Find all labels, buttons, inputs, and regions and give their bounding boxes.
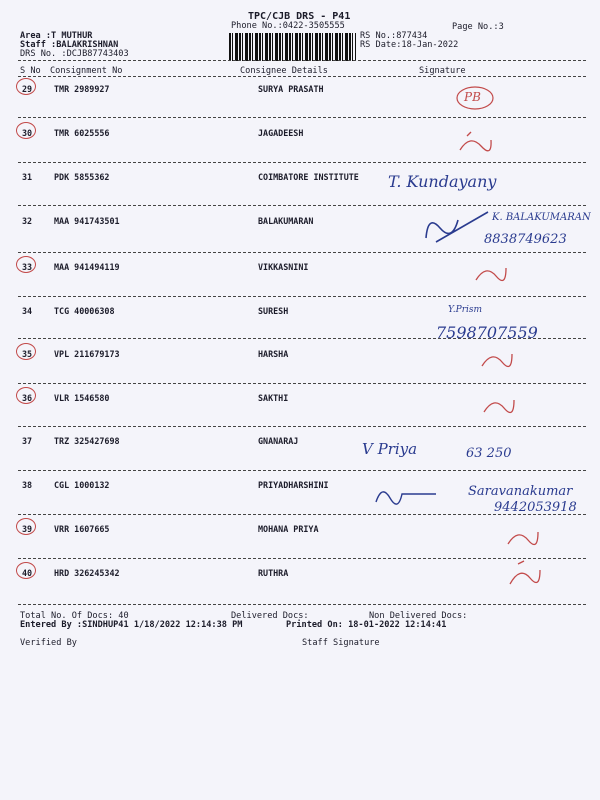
col-consignment: Consignment No (50, 66, 123, 76)
red-signature-mark (476, 346, 516, 376)
rs-number: RS No.:877434 (360, 31, 428, 41)
row-divider (18, 470, 586, 471)
col-sno: S No (20, 66, 41, 76)
row-divider (18, 426, 586, 427)
red-signature-mark (502, 524, 542, 554)
row-consignee: VIKKASNINI (258, 262, 309, 272)
signature-text: T. Kundayany (388, 172, 497, 191)
red-signature-mark (455, 130, 495, 160)
row-divider (18, 252, 586, 253)
area-label: Area :T MUTHUR (20, 31, 93, 41)
drs-number: DRS No. :DCJB87743403 (20, 49, 129, 59)
table-row (0, 172, 600, 212)
row-consignee: SURYA PRASATH (258, 84, 324, 94)
row-consignee: SAKTHI (258, 393, 289, 403)
row-sno: 31 (22, 172, 33, 182)
signature-text: K. BALAKUMARAN (492, 212, 591, 223)
barcode (229, 33, 356, 61)
row-consignee: MOHANA PRIYA (258, 524, 319, 534)
table-row (0, 84, 600, 124)
signature-text: 63 250 (466, 446, 512, 461)
total-docs: Total No. Of Docs: 40 (20, 611, 129, 621)
row-consignment: TRZ 325427698 (54, 436, 120, 446)
signature-phone: 8838749623 (484, 232, 567, 247)
row-consignee: HARSHA (258, 349, 289, 359)
row-consignment: MAA 941743501 (54, 216, 120, 226)
row-consignee: BALAKUMARAN (258, 216, 314, 226)
row-consignee: RUTHRA (258, 568, 289, 578)
row-sno: 38 (22, 480, 33, 490)
col-signature: Signature (419, 66, 466, 76)
row-consignment: TMR 2989927 (54, 84, 110, 94)
col-consignee: Consignee Details (240, 66, 328, 76)
entered-by: Entered By :SINDHUP41 1/18/2022 12:14:38 PM (20, 620, 243, 630)
row-divider (18, 162, 586, 163)
verified-by: Verified By (20, 638, 77, 648)
row-sno: 34 (22, 306, 33, 316)
printed-on: Printed On: 18-01-2022 12:14:41 (286, 620, 447, 630)
header-divider-bottom (18, 76, 586, 77)
blue-signature-mark (372, 480, 442, 510)
signature-phone: 9442053918 (494, 500, 577, 515)
delivered-docs: Delivered Docs: (231, 611, 309, 621)
row-sno: 33 (22, 262, 33, 272)
row-divider (18, 604, 586, 605)
row-sno: 30 (22, 128, 33, 138)
signature-text: Saravanakumar (468, 484, 573, 499)
row-consignee: GNANARAJ (258, 436, 299, 446)
non-delivered-docs: Non Delivered Docs: (369, 611, 468, 621)
signature-phone: 7598707559 (436, 323, 538, 342)
signature-text: V Priya (362, 440, 418, 458)
row-sno: 39 (22, 524, 33, 534)
row-sno: 32 (22, 216, 33, 226)
row-consignment: VLR 1546580 (54, 393, 110, 403)
page-number: Page No.:3 (452, 22, 504, 32)
row-divider (18, 383, 586, 384)
signature-text: Y.Prism (448, 305, 483, 315)
signature-row-29 (450, 84, 510, 118)
row-sno: 37 (22, 436, 33, 446)
phone-number: Phone No.:0422-3505555 (231, 21, 345, 31)
row-consignment: TCG 40006308 (54, 306, 115, 316)
red-signature-mark (470, 260, 510, 290)
row-divider (18, 558, 586, 559)
row-consignment: VPL 211679173 (54, 349, 120, 359)
staff-signature-label: Staff Signature (302, 638, 380, 648)
row-divider (18, 205, 586, 206)
row-sno: 35 (22, 349, 33, 359)
row-sno: 36 (22, 393, 33, 403)
red-signature-mark (478, 392, 518, 422)
row-consignment: TMR 6025556 (54, 128, 110, 138)
row-sno: 29 (22, 84, 33, 94)
row-sno: 40 (22, 568, 33, 578)
rs-date: RS Date:18-Jan-2022 (360, 40, 459, 50)
header-divider-top (18, 60, 586, 61)
row-consignment: VRR 1607665 (54, 524, 110, 534)
staff-label: Staff :BALAKRISHNAN (20, 40, 119, 50)
row-consignee: COIMBATORE INSTITUTE (258, 172, 359, 182)
row-consignment: PDK 5855362 (54, 172, 110, 182)
row-consignment: MAA 941494119 (54, 262, 120, 272)
report-title: TPC/CJB DRS - P41 (248, 11, 351, 22)
row-consignee: JAGADEESH (258, 128, 304, 138)
row-consignee: PRIYADHARSHINI (258, 480, 329, 490)
row-consignment: HRD 326245342 (54, 568, 120, 578)
row-consignment: CGL 1000132 (54, 480, 110, 490)
row-divider (18, 296, 586, 297)
row-consignee: SURESH (258, 306, 289, 316)
red-signature-mark (504, 560, 544, 596)
signature-text: PB (464, 90, 481, 104)
